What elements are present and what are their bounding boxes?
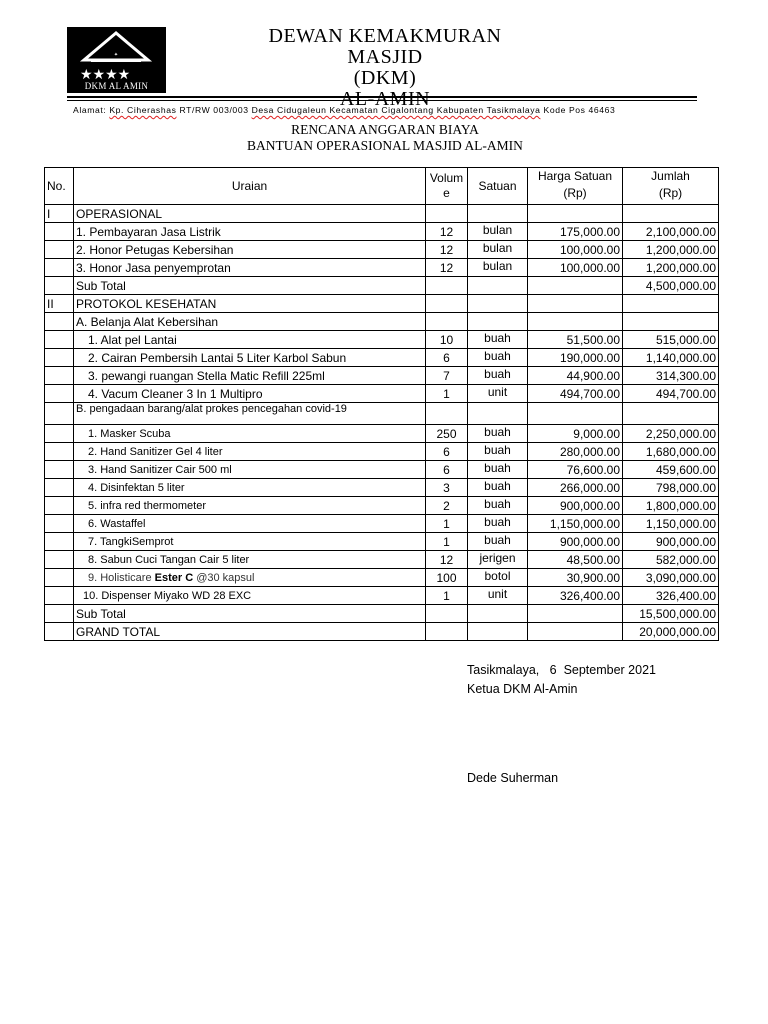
table-row: 9. Holisticare Ester C @30 kapsul 100 botol 30,900.00 3,090,000.00 [45, 569, 719, 587]
header-harga: Harga Satuan (Rp) [528, 168, 623, 205]
table-row: 4. Vacum Cleaner 3 In 1 Multipro 1 unit 494,700.00 494,700.00 [45, 385, 719, 403]
table-row: 2. Cairan Pembersih Lantai 5 Liter Karbol Sabun 6 buah 190,000.00 1,140,000.00 [45, 349, 719, 367]
org-line-3: AL-AMIN [339, 88, 431, 110]
svg-text:★★★★: ★★★★ [80, 67, 131, 83]
table-row: 5. infra red thermometer 2 buah 900,000.00 1,800,000.00 [45, 497, 719, 515]
header-jumlah: Jumlah (Rp) [623, 168, 719, 205]
table-row: 1. Pembayaran Jasa Listrik 12 bulan 175,000.00 2,100,000.00 [45, 223, 719, 241]
title-line-2: BANTUAN OPERASIONAL MASJID AL-AMIN [247, 138, 523, 153]
subsection-row-a: A. Belanja Alat Kebersihan [45, 313, 719, 331]
place-date: Tasikmalaya, 6 September 2021 [467, 663, 656, 677]
org-line-2: (DKM) [353, 67, 417, 89]
table-row: 1. Alat pel Lantai 10 buah 51,500.00 515,000.00 [45, 331, 719, 349]
address-line: Alamat: Kp. Ciherashas RT/RW 003/003 Desa Cidugaleun Kecamatan Cigalontang Kabupaten Tasikmalaya Kode Pos 46463 [73, 105, 616, 115]
signer-name: Dede Suherman [467, 771, 559, 785]
header-no: No. [45, 168, 74, 205]
table-row: 6. Wastaffel 1 buah 1,150,000.00 1,150,000.00 [45, 515, 719, 533]
org-line-1: DEWAN KEMAKMURAN MASJID [268, 25, 502, 68]
table-row: 4. Disinfektan 5 liter 3 buah 266,000.00 798,000.00 [45, 479, 719, 497]
section-row-operasional: I OPERASIONAL [45, 205, 719, 223]
table-row: 3. Honor Jasa penyemprotan 12 bulan 100,000.00 1,200,000.00 [45, 259, 719, 277]
logo-text: DKM AL AMIN [84, 81, 149, 91]
signer-position: Ketua DKM Al-Amin [467, 682, 578, 696]
table-row: 2. Honor Petugas Kebersihan 12 bulan 100,000.00 1,200,000.00 [45, 241, 719, 259]
table-row: 2. Hand Sanitizer Gel 4 liter 6 buah 280,000.00 1,680,000.00 [45, 443, 719, 461]
subtotal-row: Sub Total 15,500,000.00 [45, 605, 719, 623]
table-row: 8. Sabun Cuci Tangan Cair 5 liter 12 jerigen 48,500.00 582,000.00 [45, 551, 719, 569]
table-row: 7. TangkiSemprot 1 buah 900,000.00 900,000.00 [45, 533, 719, 551]
table-row: 3. Hand Sanitizer Cair 500 ml 6 buah 76,600.00 459,600.00 [45, 461, 719, 479]
header-rule-thin [67, 100, 697, 101]
table-row: 3. pewangi ruangan Stella Matic Refill 225ml 7 buah 44,900.00 314,300.00 [45, 367, 719, 385]
subtotal-row: Sub Total 4,500,000.00 [45, 277, 719, 295]
budget-table [44, 167, 719, 641]
table-row: 1. Masker Scuba 250 buah 9,000.00 2,250,000.00 [45, 425, 719, 443]
grand-total-row: GRAND TOTAL 20,000,000.00 [45, 623, 719, 641]
title-line-1: RENCANA ANGGARAN BIAYA [291, 122, 479, 137]
header-rule-thick [67, 96, 697, 98]
svg-text:✦: ✦ [113, 52, 119, 58]
table-header-row [45, 168, 719, 205]
section-row-protokol: II PROTOKOL KESEHATAN [45, 295, 719, 313]
document-title [180, 122, 590, 154]
header-uraian: Uraian [74, 168, 426, 205]
header-volume: Volum e [426, 168, 468, 205]
subsection-row-b: B. pengadaan barang/alat prokes pencegahan covid-19 [45, 403, 719, 425]
header-satuan: Satuan [468, 168, 528, 205]
dkm-logo [67, 27, 166, 93]
table-row: 10. Dispenser Miyako WD 28 EXC 1 unit 326,400.00 326,400.00 [45, 587, 719, 605]
